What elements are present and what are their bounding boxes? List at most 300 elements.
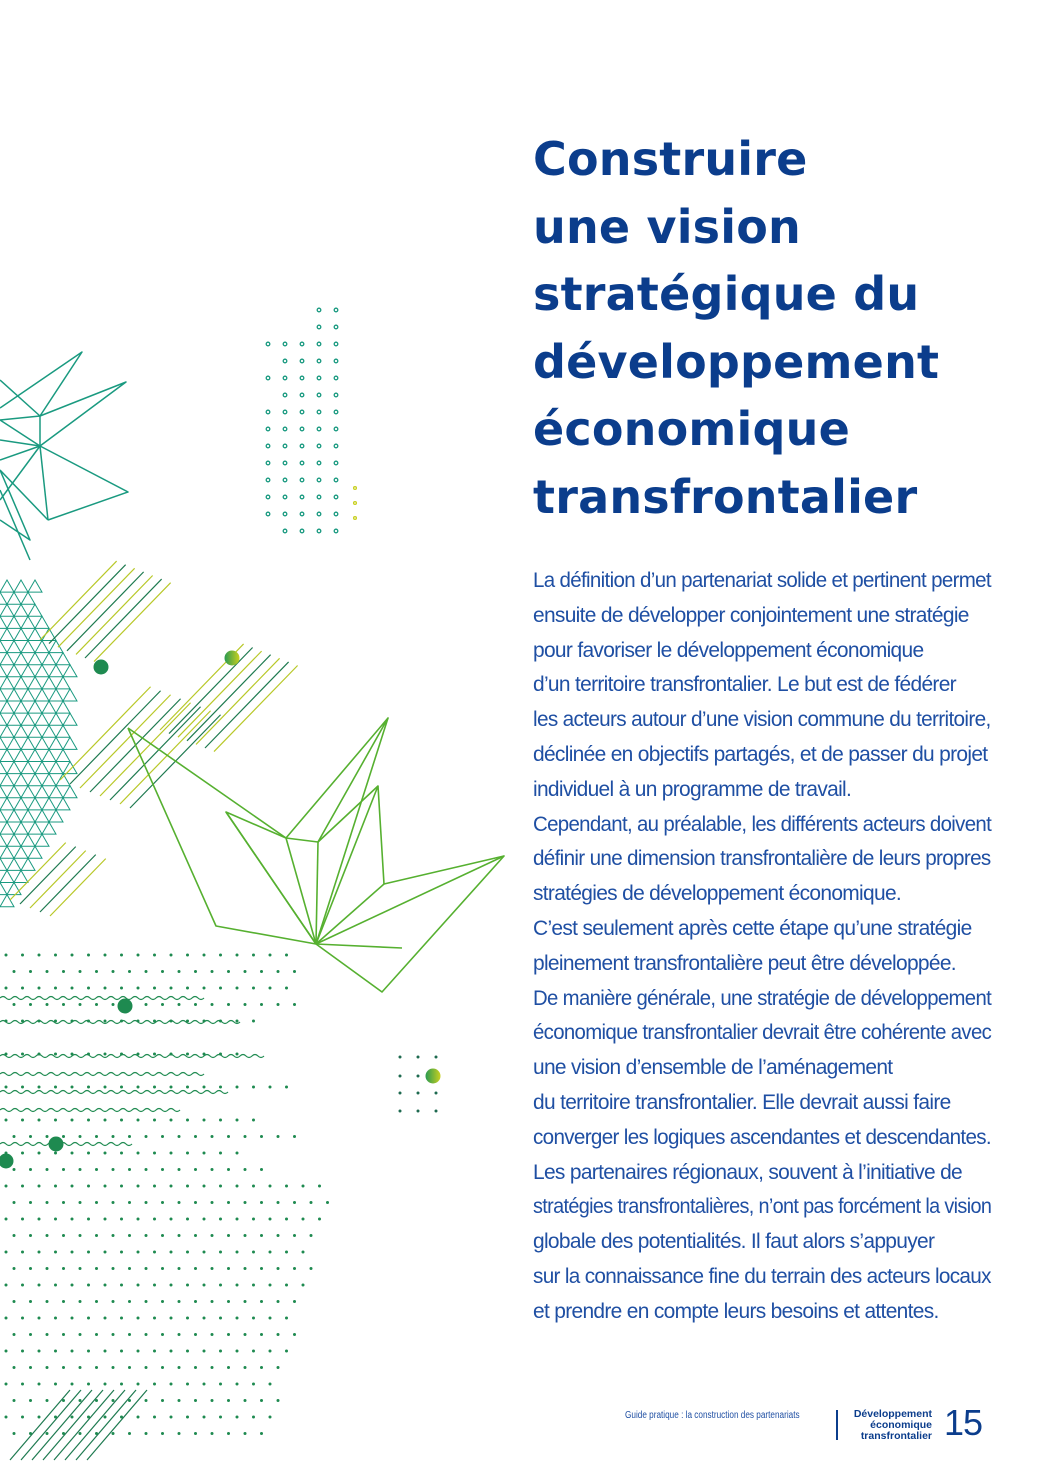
triangle-mesh-pattern-element	[0, 895, 14, 907]
dot-field-bottom-element	[13, 1333, 16, 1336]
dot-field-bottom-element	[186, 1251, 189, 1254]
dot-field-bottom-element	[13, 1267, 16, 1270]
dot-field-bottom-element	[170, 1350, 173, 1353]
dot-field-bottom-element	[112, 1399, 115, 1402]
dot-field-bottom-element	[178, 1432, 181, 1435]
dot-field-bottom-element	[186, 1284, 189, 1287]
triangle-mesh-pattern-element	[0, 628, 56, 640]
triangle-mesh-pattern-element	[0, 737, 77, 749]
dot-field-bottom-element	[38, 1119, 41, 1122]
dot-field-bottom-element	[260, 1432, 263, 1435]
triangle-mesh-pattern-element	[0, 834, 49, 846]
dot-field-bottom-element	[71, 1284, 74, 1287]
dot-field-bottom-element	[46, 1432, 49, 1435]
dot-field-bottom-element	[161, 1432, 164, 1435]
dot-field-bottom-element	[13, 1300, 16, 1303]
dot-grid-top-element	[266, 376, 270, 380]
dot-field-bottom-element	[153, 1152, 156, 1155]
dot-field-bottom-element	[244, 970, 247, 973]
dot-field-bottom-element	[236, 1383, 239, 1386]
dot-field-bottom-element	[62, 970, 65, 973]
body-line: converger les logiques ascendantes et descendantes.	[533, 1124, 991, 1149]
dot-field-bottom-element	[211, 1267, 214, 1270]
diagonal-lines-pattern-element	[110, 707, 201, 800]
dot-field-bottom-element	[13, 1399, 16, 1402]
dot-grid-top-element	[283, 342, 287, 346]
dot-field-bottom-element	[178, 1168, 181, 1171]
dot-field-bottom-element	[170, 954, 173, 957]
body-line: pour favoriser le développement économique	[533, 637, 924, 662]
dot-field-bottom-element	[194, 1168, 197, 1171]
body-line: La définition d’un partenariat solide et pertinent permet	[533, 568, 991, 592]
dot-field-bottom-element	[5, 1284, 8, 1287]
dot-grid-top-element	[334, 410, 338, 414]
triangle-mesh-pattern-element	[0, 616, 49, 628]
dot-field-bottom-element	[293, 1135, 296, 1138]
dot-field-bottom-element	[46, 1333, 49, 1336]
dot-field-bottom-element	[104, 954, 107, 957]
dot-field-bottom-element	[5, 1119, 8, 1122]
dot-grid-top-element	[283, 444, 287, 448]
body-line: définir une dimension transfrontalière de leurs propres	[533, 846, 991, 871]
dot-field-bottom-element	[285, 954, 288, 957]
dot-field-bottom-element	[302, 1284, 305, 1287]
body-line: déclinée en objectifs partagés, et de passer du projet	[533, 741, 988, 766]
triangle-mesh-pattern-element	[0, 858, 35, 870]
dot-field-bottom-element	[186, 1218, 189, 1221]
dot-field-bottom-element	[79, 1300, 82, 1303]
dot-field-bottom-element	[79, 1366, 82, 1369]
dot-field-bottom-element	[170, 1317, 173, 1320]
dot-field-bottom-element	[71, 1317, 74, 1320]
dot-field-bottom-element	[260, 1201, 263, 1204]
dot-field-bottom-element	[236, 1218, 239, 1221]
body-line: stratégies de développement économique.	[533, 881, 902, 906]
dot-field-bottom-element	[62, 1267, 65, 1270]
dot-field-bottom-element	[293, 1333, 296, 1336]
dot-field-bottom-element	[29, 1201, 32, 1204]
dot-grid-top-element	[317, 376, 321, 380]
dot-field-bottom-element	[71, 1383, 74, 1386]
diagonal-lines-pattern-element	[67, 572, 144, 651]
dot-cluster-small-element	[399, 1075, 402, 1078]
page-title	[533, 126, 1023, 531]
body-line: une vision d’ensemble de l’aménagement	[533, 1055, 893, 1080]
wave-lines-pattern-element	[0, 1143, 132, 1146]
dot-field-bottom-element	[79, 1201, 82, 1204]
dot-field-bottom-element	[236, 1086, 239, 1089]
dot-field-bottom-element	[153, 1251, 156, 1254]
title-line: Construire	[533, 132, 808, 186]
dot-field-bottom-element	[104, 1185, 107, 1188]
diagonal-lines-pattern-element	[214, 666, 298, 752]
dot-field-bottom-element	[186, 1416, 189, 1419]
dot-grid-top-element	[300, 461, 304, 465]
footer-brand-line: Développement	[853, 1408, 932, 1420]
dot-field-bottom-element	[227, 1003, 230, 1006]
dot-field-bottom-element	[128, 1267, 131, 1270]
dot-grid-top-element	[317, 444, 321, 448]
dot-field-bottom-element	[145, 1300, 148, 1303]
dot-field-bottom-element	[46, 1267, 49, 1270]
dot-field-bottom-element	[153, 1086, 156, 1089]
dot-grid-top-element	[334, 427, 338, 431]
dot-grid-top-element	[300, 495, 304, 499]
triangle-mesh-pattern-element	[0, 822, 56, 834]
dot-field-bottom-element	[285, 1284, 288, 1287]
dot-field-bottom-element	[285, 1350, 288, 1353]
dot-grid-top-element	[266, 410, 270, 414]
dot-cluster-small-element	[399, 1110, 402, 1113]
dot-field-bottom-element	[29, 1003, 32, 1006]
dot-field-bottom-element	[170, 1218, 173, 1221]
dot-grid-top-element	[354, 487, 357, 490]
dot-field-bottom-element	[203, 1350, 206, 1353]
dot-field-bottom-element	[194, 1300, 197, 1303]
dot-grid-top-element	[334, 308, 338, 312]
dot-field-bottom-element	[87, 1152, 90, 1155]
dot-field-bottom-element	[277, 1135, 280, 1138]
dot-field-bottom-element	[219, 1185, 222, 1188]
body-line: De manière générale, une stratégie de développement	[533, 985, 992, 1010]
dot-field-bottom-element	[227, 1432, 230, 1435]
dot-field-bottom-element	[62, 1300, 65, 1303]
dot-field-bottom-element	[236, 1020, 239, 1023]
dot-field-bottom-element	[211, 1432, 214, 1435]
dot-field-bottom-element	[46, 1234, 49, 1237]
dot-field-bottom-element	[104, 987, 107, 990]
dot-grid-top-element	[266, 342, 270, 346]
dot-field-bottom-element	[244, 1135, 247, 1138]
dot-field-bottom-element	[21, 954, 24, 957]
dot-field-bottom-element	[302, 1218, 305, 1221]
diagonal-lines-pattern-element	[205, 662, 289, 748]
dot-field-bottom-element	[293, 1201, 296, 1204]
dot-grid-top-element	[283, 427, 287, 431]
dot-field-bottom-element	[46, 1135, 49, 1138]
wave-lines-pattern-element	[0, 1073, 204, 1076]
dot-field-bottom-element	[112, 1135, 115, 1138]
dot-field-bottom-element	[277, 1366, 280, 1369]
dot-field-bottom-element	[219, 1119, 222, 1122]
title-line: transfrontalier	[533, 469, 918, 524]
dot-field-bottom-element	[29, 970, 32, 973]
dot-cluster-small-element	[435, 1092, 438, 1095]
dot-field-bottom-element	[244, 1366, 247, 1369]
dot-cluster-small-element	[399, 1092, 402, 1095]
dot-grid-top-element	[283, 461, 287, 465]
dot-field-bottom-element	[186, 987, 189, 990]
dot-field-bottom-element	[120, 954, 123, 957]
dot-field-bottom-element	[244, 1399, 247, 1402]
dot-field-bottom-element	[145, 1135, 148, 1138]
dot-field-bottom-element	[21, 1251, 24, 1254]
dot-field-bottom-element	[128, 1135, 131, 1138]
dot-field-bottom-element	[38, 1284, 41, 1287]
dot-field-bottom-element	[227, 1267, 230, 1270]
dot-field-bottom-element	[153, 987, 156, 990]
dot-field-bottom-element	[71, 1086, 74, 1089]
dot-grid-top-element	[334, 495, 338, 499]
dot-field-bottom-element	[104, 1251, 107, 1254]
dot-field-bottom-element	[62, 1201, 65, 1204]
dot-field-bottom-element	[153, 1383, 156, 1386]
dot-field-bottom-element	[194, 1432, 197, 1435]
dot-field-bottom-element	[79, 970, 82, 973]
dot-field-bottom-element	[95, 1135, 98, 1138]
dot-field-bottom-element	[54, 1053, 57, 1056]
dot-field-bottom-element	[244, 1201, 247, 1204]
dot-field-bottom-element	[145, 1003, 148, 1006]
dot-field-bottom-element	[79, 1432, 82, 1435]
dot-field-bottom-element	[137, 1119, 140, 1122]
dot-field-bottom-element	[13, 1234, 16, 1237]
dot-field-bottom-element	[95, 1399, 98, 1402]
footer-divider	[836, 1410, 838, 1440]
dot-field-bottom-element	[252, 1218, 255, 1221]
dot-field-bottom-element	[236, 1053, 239, 1056]
dot-field-bottom-element	[219, 1086, 222, 1089]
dot-field-bottom-element	[170, 1086, 173, 1089]
dot-field-bottom-element	[13, 1366, 16, 1369]
dot-field-bottom-element	[170, 987, 173, 990]
dot-grid-top-element	[334, 359, 338, 363]
dot-field-bottom-element	[244, 1168, 247, 1171]
dot-field-bottom-element	[170, 1416, 173, 1419]
dot-field-bottom-element	[104, 1416, 107, 1419]
dot-field-bottom-element	[104, 1350, 107, 1353]
dot-field-bottom-element	[120, 1350, 123, 1353]
dot-field-bottom-element	[5, 1086, 8, 1089]
dot-field-bottom-element	[219, 1317, 222, 1320]
dot-field-bottom-element	[54, 954, 57, 957]
dot-field-bottom-element	[145, 1366, 148, 1369]
body-line: stratégies transfrontalières, n’ont pas forcément la vision	[533, 1194, 992, 1219]
dot-field-bottom-element	[54, 1086, 57, 1089]
dot-field-bottom-element	[252, 1317, 255, 1320]
dot-field-bottom-element	[260, 1333, 263, 1336]
dot-field-bottom-element	[13, 1432, 16, 1435]
dot-field-bottom-element	[269, 1317, 272, 1320]
dot-field-bottom-element	[178, 1234, 181, 1237]
title-line: économique	[533, 402, 850, 456]
dot-grid-top-element	[317, 342, 321, 346]
dot-field-bottom-element	[62, 1333, 65, 1336]
dot-field-bottom-element	[310, 1234, 313, 1237]
dot-field-bottom-element	[153, 1218, 156, 1221]
dot-field-bottom-element	[46, 970, 49, 973]
dot-field-bottom-element	[71, 1185, 74, 1188]
triangle-mesh-pattern-element	[0, 580, 42, 592]
dot-field-bottom-element	[71, 1350, 74, 1353]
dot-field-bottom-element	[62, 1003, 65, 1006]
dot-field-bottom-element	[112, 1003, 115, 1006]
dot-grid-top-element	[300, 444, 304, 448]
dot-field-bottom-element	[87, 1383, 90, 1386]
dot-field-bottom-element	[161, 1234, 164, 1237]
dot-field-bottom-element	[194, 1135, 197, 1138]
dot-field-bottom-element	[318, 1218, 321, 1221]
dot-field-bottom-element	[13, 1135, 16, 1138]
dot-field-bottom-element	[87, 987, 90, 990]
dot-field-bottom-element	[227, 1201, 230, 1204]
triangle-mesh-pattern-element	[0, 653, 70, 665]
dot-field-bottom-element	[285, 1317, 288, 1320]
dot-field-bottom-element	[128, 1168, 131, 1171]
dot-field-bottom-element	[120, 1317, 123, 1320]
dot-field-bottom-element	[79, 1234, 82, 1237]
dot-field-bottom-element	[62, 1432, 65, 1435]
dot-field-bottom-element	[186, 1119, 189, 1122]
dot-field-bottom-element	[252, 1251, 255, 1254]
dot-cluster-small-element	[417, 1075, 420, 1078]
dot-field-bottom-element	[29, 1399, 32, 1402]
dot-field-bottom-element	[46, 1168, 49, 1171]
dot-field-bottom-element	[112, 1201, 115, 1204]
dot-field-bottom-element	[71, 1416, 74, 1419]
diagonal-lines-pattern-element	[85, 579, 162, 658]
dot-field-bottom-element	[161, 1399, 164, 1402]
dot-field-bottom-element	[277, 1300, 280, 1303]
dot-field-bottom-element	[104, 1053, 107, 1056]
dot-field-bottom-element	[161, 1267, 164, 1270]
dot-field-bottom-element	[87, 1119, 90, 1122]
dot-field-bottom-element	[194, 1003, 197, 1006]
dot-grid-top-element	[300, 512, 304, 516]
dot-grid-top-element	[334, 461, 338, 465]
dot-field-bottom	[5, 954, 330, 1436]
dot-field-bottom-element	[211, 1168, 214, 1171]
triangle-mesh-pattern-element	[0, 786, 77, 798]
dot-field-bottom-element	[137, 1251, 140, 1254]
dot-field-bottom-element	[38, 1251, 41, 1254]
triangle-mesh-pattern-element	[0, 870, 28, 882]
dot-field-bottom-element	[21, 1119, 24, 1122]
dot-field-bottom-element	[178, 1399, 181, 1402]
dot-field-bottom-element	[252, 1185, 255, 1188]
dot-field-bottom-element	[236, 954, 239, 957]
triangle-mesh-pattern-element	[0, 713, 77, 725]
triangle-mesh-pattern-element	[0, 774, 70, 786]
body-line: du territoire transfrontalier. Elle devrait aussi faire	[533, 1089, 951, 1114]
dot-field-bottom-element	[54, 1317, 57, 1320]
dot-field-bottom-element	[79, 1168, 82, 1171]
dot-field-bottom-element	[219, 1383, 222, 1386]
dot-grid-top-element	[334, 529, 338, 533]
dot-grid-top-element	[300, 410, 304, 414]
dot-field-bottom-element	[269, 1383, 272, 1386]
footer-brand-line: économique	[870, 1419, 932, 1431]
dot-field-bottom-element	[46, 1366, 49, 1369]
dot-field-bottom-element	[186, 1350, 189, 1353]
diagonal-lines-pattern-element	[40, 561, 117, 640]
dot-field-bottom-element	[79, 1399, 82, 1402]
dot-grid-top-element	[300, 393, 304, 397]
dot-grid-top	[266, 308, 356, 533]
dot-field-bottom-element	[277, 1267, 280, 1270]
dot-field-bottom-element	[219, 954, 222, 957]
body-line: d’un territoire transfrontalier. Le but est de fédérer	[533, 672, 956, 697]
dot-field-bottom-element	[236, 1251, 239, 1254]
dot-field-bottom-element	[5, 1218, 8, 1221]
footer-brand	[844, 1409, 932, 1442]
dot-grid-top-element	[317, 410, 321, 414]
title-line: stratégique du	[533, 267, 920, 321]
dot-field-bottom-element	[260, 1300, 263, 1303]
dot-field-bottom-element	[153, 1053, 156, 1056]
dot-field-bottom-element	[137, 1383, 140, 1386]
dot-field-bottom-element	[5, 1317, 8, 1320]
dot-grid-top-element	[283, 393, 287, 397]
dot-field-bottom-element	[194, 1267, 197, 1270]
dot-field-bottom-element	[13, 1201, 16, 1204]
dot-grid-top-element	[266, 444, 270, 448]
dot-field-bottom-element	[186, 954, 189, 957]
dot-field-bottom-element	[128, 970, 131, 973]
teal-star-shape	[0, 352, 128, 560]
triangle-mesh-pattern-element	[0, 725, 70, 737]
dot-field-bottom-element	[79, 1003, 82, 1006]
dot-field-bottom-element	[95, 1366, 98, 1369]
dot-field-bottom-element	[211, 1333, 214, 1336]
dot-field-bottom-element	[285, 1251, 288, 1254]
dot-field-bottom-element	[145, 1267, 148, 1270]
dot-field-bottom-element	[62, 1135, 65, 1138]
dot-field-bottom-element	[104, 1383, 107, 1386]
dot-field-bottom-element	[194, 1234, 197, 1237]
dot-field-bottom-element	[104, 1020, 107, 1023]
dot-field-bottom-element	[104, 1317, 107, 1320]
dot-field-bottom-element	[87, 1185, 90, 1188]
dot-field-bottom-element	[260, 1399, 263, 1402]
dot-grid-top-element	[334, 342, 338, 346]
dot-field-bottom-element	[161, 1300, 164, 1303]
dot-field-bottom-element	[285, 1218, 288, 1221]
triangle-mesh-pattern-element	[0, 846, 42, 858]
body-line: économique transfrontalier devrait être cohérente avec	[533, 1020, 992, 1045]
dot-field-bottom-element	[186, 1185, 189, 1188]
triangle-mesh-pattern-element	[0, 604, 42, 616]
dot-field-bottom-element	[227, 970, 230, 973]
dot-field-bottom-element	[277, 1399, 280, 1402]
dot-field-bottom-element	[128, 1300, 131, 1303]
dot-field-bottom-element	[170, 1185, 173, 1188]
dot-field-bottom-element	[194, 1399, 197, 1402]
dot-field-bottom-element	[277, 1333, 280, 1336]
diagonal-lines-pattern-element	[100, 703, 191, 796]
dot-field-bottom-element	[277, 1201, 280, 1204]
body-line: ensuite de développer conjointement une stratégie	[533, 602, 969, 627]
dot-field-bottom-element	[71, 987, 74, 990]
dot-field-bottom-element	[128, 1333, 131, 1336]
dot-field-bottom-element	[252, 1383, 255, 1386]
dot-field-bottom-element	[79, 1135, 82, 1138]
dot-field-bottom-element	[104, 1218, 107, 1221]
dot-field-bottom-element	[211, 970, 214, 973]
triangle-mesh-pattern-element	[0, 677, 70, 689]
dot-field-bottom-element	[252, 987, 255, 990]
dot-field-bottom-element	[120, 1152, 123, 1155]
dot-field-bottom-element	[211, 1234, 214, 1237]
dot-field-bottom-element	[236, 1284, 239, 1287]
dot-field-bottom-element	[145, 1432, 148, 1435]
dot-field-bottom-element	[145, 1234, 148, 1237]
dot-field-bottom-element	[161, 1003, 164, 1006]
dot-cluster-small-element	[435, 1056, 438, 1059]
diagonal-lines-pattern-element	[178, 651, 262, 737]
dot-field-bottom-element	[21, 1086, 24, 1089]
diagonal-lines-pattern-element	[49, 565, 126, 644]
